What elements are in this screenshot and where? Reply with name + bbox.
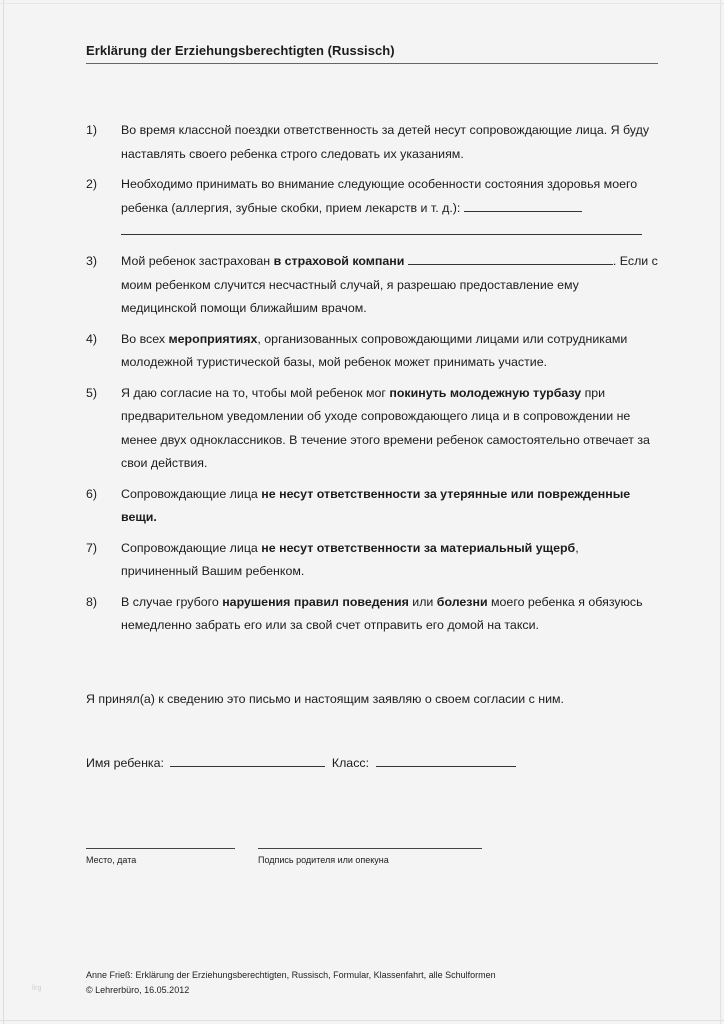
health-notes-field[interactable] (464, 200, 582, 212)
clause-text: Во всех мероприятиях, организованных сопровождающими лицами или сотрудниками молодежной туристической базы, мой ребенок может принимать участие. (121, 331, 628, 369)
parent-signature-label: Подпись родителя или опекуна (258, 855, 389, 865)
parent-signature-field[interactable] (258, 848, 482, 849)
margin-mark: lirg (32, 985, 42, 992)
emphasis: не несут ответственности за материальный ущерб (261, 540, 576, 555)
parent-signature-block (258, 848, 482, 865)
clause-8 (86, 591, 658, 638)
page-edge-left (3, 0, 4, 1024)
page-edge-bottom (0, 1020, 724, 1021)
child-name-field[interactable] (170, 755, 325, 767)
clause-number: 2) (86, 177, 98, 191)
child-name-label: Имя ребенка: (86, 756, 164, 770)
place-date-label: Место, дата (86, 855, 137, 865)
clause-5 (86, 382, 658, 476)
clause-number: 1) (86, 123, 98, 137)
class-label: Класс: (331, 756, 370, 770)
clause-2 (86, 173, 658, 243)
footer-copyright: © Lehrerbüro, 16.05.2012 (86, 985, 190, 995)
clause-text: Сопровождающие лица не несут ответственности за утерянные или поврежденные вещи. (121, 486, 631, 524)
clause-number: 3) (86, 254, 98, 268)
numbered-clauses (86, 119, 658, 645)
class-field[interactable] (376, 755, 516, 767)
acknowledgement-text: Я принял(а) к сведению это письмо и настоящим заявляю о своем согласии с ним. (86, 692, 564, 706)
footer-source: Anne Frieß: Erklärung der Erziehungsberechtigten, Russisch, Formular, Klassenfahrt, alle Schulformen (86, 970, 496, 980)
clause-7 (86, 537, 658, 584)
clause-text: Сопровождающие лица не несут ответственности за материальный ущерб, причиненный Вашим ребенком. (121, 540, 579, 578)
page-edge-top (0, 3, 724, 4)
clause-number: 8) (86, 594, 98, 609)
emphasis: мероприятиях (168, 331, 258, 346)
document-header (86, 43, 658, 64)
emphasis: не несут ответственности за утерянные или поврежденные вещи. (121, 486, 631, 524)
child-info-line (86, 755, 519, 770)
health-notes-field-line2[interactable] (121, 220, 642, 235)
insurance-company-field[interactable] (408, 253, 613, 265)
page-edge-right (720, 0, 721, 1024)
place-date-field[interactable] (86, 848, 235, 849)
emphasis: в страховой компани (273, 254, 405, 268)
clause-text: Я даю согласие на то, чтобы мой ребенок мог покинуть молодежную турбазу при предварительном уведомлении об уходе сопровождающего лица и в сопровождении не менее двух одноклассников. В течение этого времени ребенок самостоятельно отвечает за свои действия. (121, 385, 650, 470)
emphasis: болезни (436, 594, 488, 609)
clause-number: 6) (86, 486, 98, 501)
clause-number: 4) (86, 331, 98, 346)
clause-text: Мой ребенок застрахован в страховой компани . Если с моим ребенком случится несчастный случай, я разрешаю предоставление ему медицинской помощи ближайшим врачом. (121, 254, 658, 315)
header-rule (86, 63, 658, 64)
document-title: Erklärung der Erziehungsberechtigten (Russisch) (86, 43, 395, 58)
emphasis: нарушения правил поведения (222, 594, 409, 609)
clause-4 (86, 328, 658, 375)
clause-text: Необходимо принимать во внимание следующие особенности состояния здоровья моего ребенка (аллергия, зубные скобки, прием лекарств и т. д.): (121, 173, 658, 243)
clause-text: Во время классной поездки ответственность за детей несут сопровождающие лица. Я буду наставлять своего ребенка строго следовать их указаниям. (121, 123, 650, 161)
place-date-block (86, 848, 235, 865)
clause-number: 7) (86, 540, 98, 555)
clause-6 (86, 483, 658, 530)
clause-text: В случае грубого нарушения правил поведения или болезни моего ребенка я обязуюсь немедленно забрать его или за свой счет отправить его домой на такси. (121, 594, 643, 632)
emphasis: покинуть молодежную турбазу (389, 385, 582, 400)
document-footer (86, 968, 496, 998)
clause-3 (86, 250, 658, 321)
clause-number: 5) (86, 385, 98, 400)
clause-1 (86, 119, 658, 166)
